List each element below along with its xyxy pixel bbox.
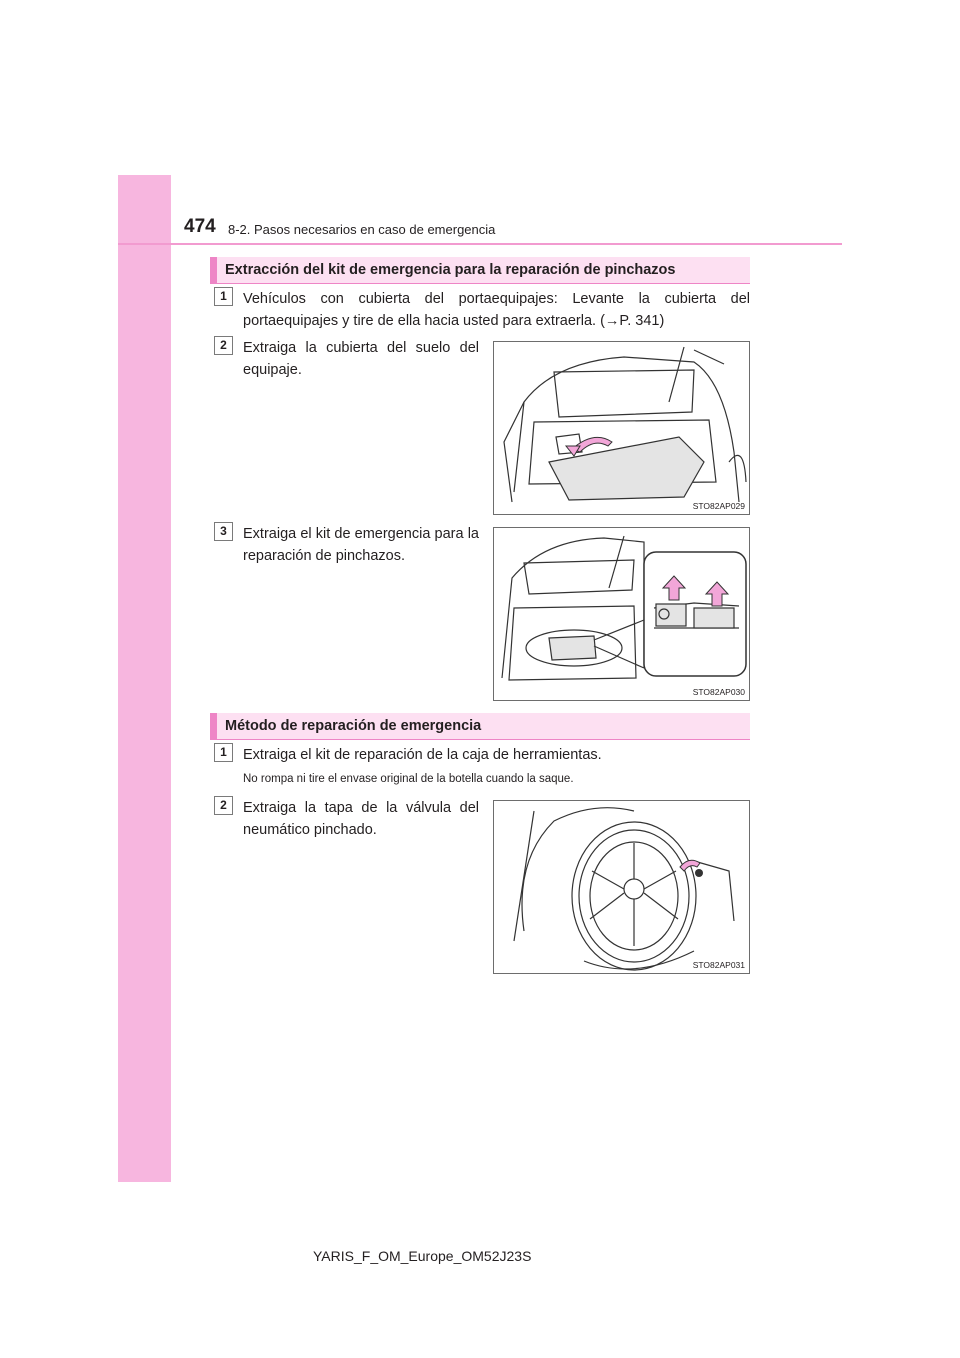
step-text: Extraiga la tapa de la válvula del neumático pinchado. xyxy=(243,800,479,838)
section-header-kit-removal xyxy=(210,257,750,284)
step-badge: 2 xyxy=(214,336,233,355)
figure-code: STO82AP030 xyxy=(692,687,745,697)
wheel-illustration xyxy=(494,801,750,974)
figure-valve-cap-removal xyxy=(493,800,750,974)
section-title: Extracción del kit de emergencia para la reparación de pinchazos xyxy=(225,262,676,278)
trunk-kit-illustration xyxy=(494,528,750,701)
page-number: 474 xyxy=(184,216,216,237)
step-text: Extraiga la cubierta del suelo del equipaje. xyxy=(243,340,479,378)
document-code: YARIS_F_OM_Europe_OM52J23S xyxy=(313,1248,532,1264)
step-text: Extraiga el kit de reparación de la caja de herramientas. xyxy=(243,747,602,763)
step-text: Extraiga el kit de emergencia para la reparación de pinchazos. xyxy=(243,526,479,564)
step-badge: 1 xyxy=(214,287,233,306)
trunk-illustration xyxy=(494,342,750,515)
step-badge: 3 xyxy=(214,522,233,541)
step-badge: 1 xyxy=(214,743,233,762)
section-header-repair-method xyxy=(210,713,750,740)
header-rule xyxy=(118,243,842,245)
chapter-title: 8-2. Pasos necesarios en caso de emergencia xyxy=(228,222,496,237)
step-badge: 2 xyxy=(214,796,233,815)
figure-luggage-floor-cover xyxy=(493,341,750,515)
figure-code: STO82AP029 xyxy=(692,501,745,511)
figure-repair-kit-location xyxy=(493,527,750,701)
step-text: Vehículos con cubierta del portaequipajes: Levante la cubierta del portaequipajes y tire de ella hacia usted para extraerla. (→P. 341) xyxy=(243,291,750,329)
side-tab xyxy=(118,175,171,1182)
section-title: Método de reparación de emergencia xyxy=(225,718,482,734)
figure-code: STO82AP031 xyxy=(692,960,745,970)
step-note: No rompa ni tire el envase original de la botella cuando la saque. xyxy=(243,773,574,785)
